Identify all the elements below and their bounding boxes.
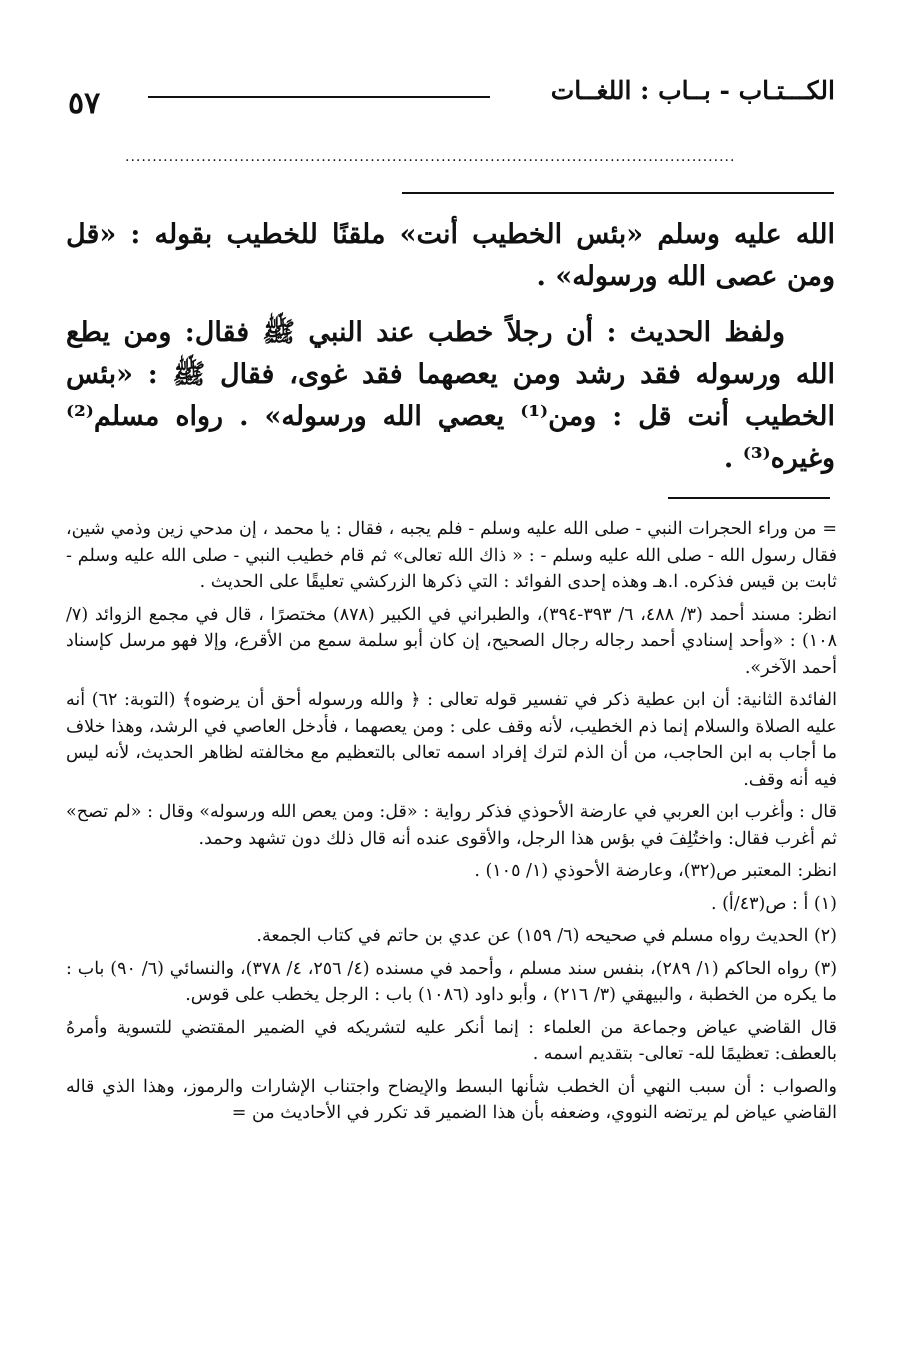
footnote-second-benefit: الفائدة الثانية: أن ابن عطية ذكر في تفسير قوله تعالى : ﴿ والله ورسوله أحق أن يرضوه﴾ (التوبة: ٦٢) أنه عليه الصلاة والسلام إنما ذم الخطيب، لأنه وقف على : ومن يعصهما ، فأدخل العاصي في الرشد، وهذا خلاف ما أجاب به ابن الحاجب، من أن الذم لترك إفراد اسمه تعالى بالتعظيم مع مخالفته لظاهر الحديث، لأنه ليس فيه أنه وقف.: [66, 690, 837, 790]
main-text: [66, 214, 835, 480]
footnote-ibn-arabi: قال : وأغرب ابن العربي في عارضة الأحوذي فذكر رواية : «قل: ومن يعص الله ورسوله» وقال : «لم تصح» ثم أغرب فقال: واختُلِفَ في بؤس هذا الرجل، والأقوى عنده أنه قال ذلك دون تشهد وحمد.: [66, 802, 837, 849]
footnote-references: انظر: مسند أحمد (٣/ ٤٨٨، ٦/ ٣٩٣-٣٩٤)، والطبراني في الكبير (٨٧٨) مختصرًا ، قال في مجمع الزوائد (٧/ ١٠٨) : «وأحد إسنادي أحمد رجاله رجال الصحيح، إن كان أبو سلمة سمع من الأقرع، وإلا فهو مرسل كإسناد أحمد الآخر».: [66, 604, 837, 678]
footnote-qadi-iyad: قال القاضي عياض وجماعة من العلماء : إنما أنكر عليه لتشريكه في الضمير المقتضي للتسوية وأمرهُ بالعطف: تعظيمًا لله- تعالى- بتقديم اسمه .: [66, 1017, 837, 1064]
dotted-separator: ................................................................................................................: [125, 152, 736, 162]
top-rule: [402, 192, 834, 194]
footnote-correct-view: والصواب : أن سبب النهي أن الخطب شأنها البسط والإيضاح واجتناب الإشارات والرموز، وهذا الذي قاله القاضي عياض لم يرتضه النووي، وضعفه بأن هذا الضمير قد تكرر في الأحاديث من =: [66, 1076, 837, 1123]
main-paragraph-2: ولفظ الحديث : أن رجلاً خطب عند النبي ﷺ فقال: ومن يطع الله ورسوله فقد رشد ومن يعصهما فقد غوى، فقال ﷺ : «بئس الخطيب أنت قل : ومن⁽¹⁾ يعصي الله ورسوله» . رواه مسلم⁽²⁾ وغيره⁽³⁾ .: [66, 317, 836, 474]
footnote-3: (٣) رواه الحاكم (١/ ٢٨٩)، بنفس سند مسلم ، وأحمد في مسنده (٤/ ٢٥٦، ٤/ ٣٧٨)، والنسائي (٦/ ٩٠) باب : ما يكره من الخطبة ، والبيهقي (٣/ ٢١٦) ، وأبو داود (١٠٨٦) باب : الرجل يخطب على قوس.: [66, 958, 838, 1005]
header-title: الكـــتـاب - بــاب : اللغــات: [550, 76, 835, 105]
footnote-1: (١) أ : ص(٤٣/أ) .: [710, 893, 837, 914]
footnote-references-2: انظر: المعتبر ص(٣٢)، وعارضة الأحوذي (١/ ١٠٥) .: [474, 861, 837, 881]
header-rule: [148, 96, 490, 98]
page-number: ٥٧: [68, 86, 101, 121]
footnote-rule: [668, 497, 830, 499]
main-paragraph-1: الله عليه وسلم «بئس الخطيب أنت» ملقنًا للخطيب بقوله : «قل ومن عصى الله ورسوله» .: [66, 219, 835, 292]
footnote-continuation: = من وراء الحجرات النبي - صلى الله عليه وسلم - فلم يجبه ، فقال : يا محمد ، إن مدحي زين وذمي شين، فقال رسول الله - صلى الله عليه وسلم - : « ذاك الله تعالى» ثم قام خطيب النبي - صلى الله عليه وسلم - ثابت بن قيس فذكره. ا.هـ وهذه إحدى الفوائد : التي ذكرها الزركشي تعليقًا على الحديث .: [66, 519, 837, 592]
footnote-2: (٢) الحديث رواه مسلم في صحيحه (٦/ ١٥٩) عن عدي بن حاتم في كتاب الجمعة.: [256, 926, 837, 946]
footnotes: [66, 516, 837, 1133]
